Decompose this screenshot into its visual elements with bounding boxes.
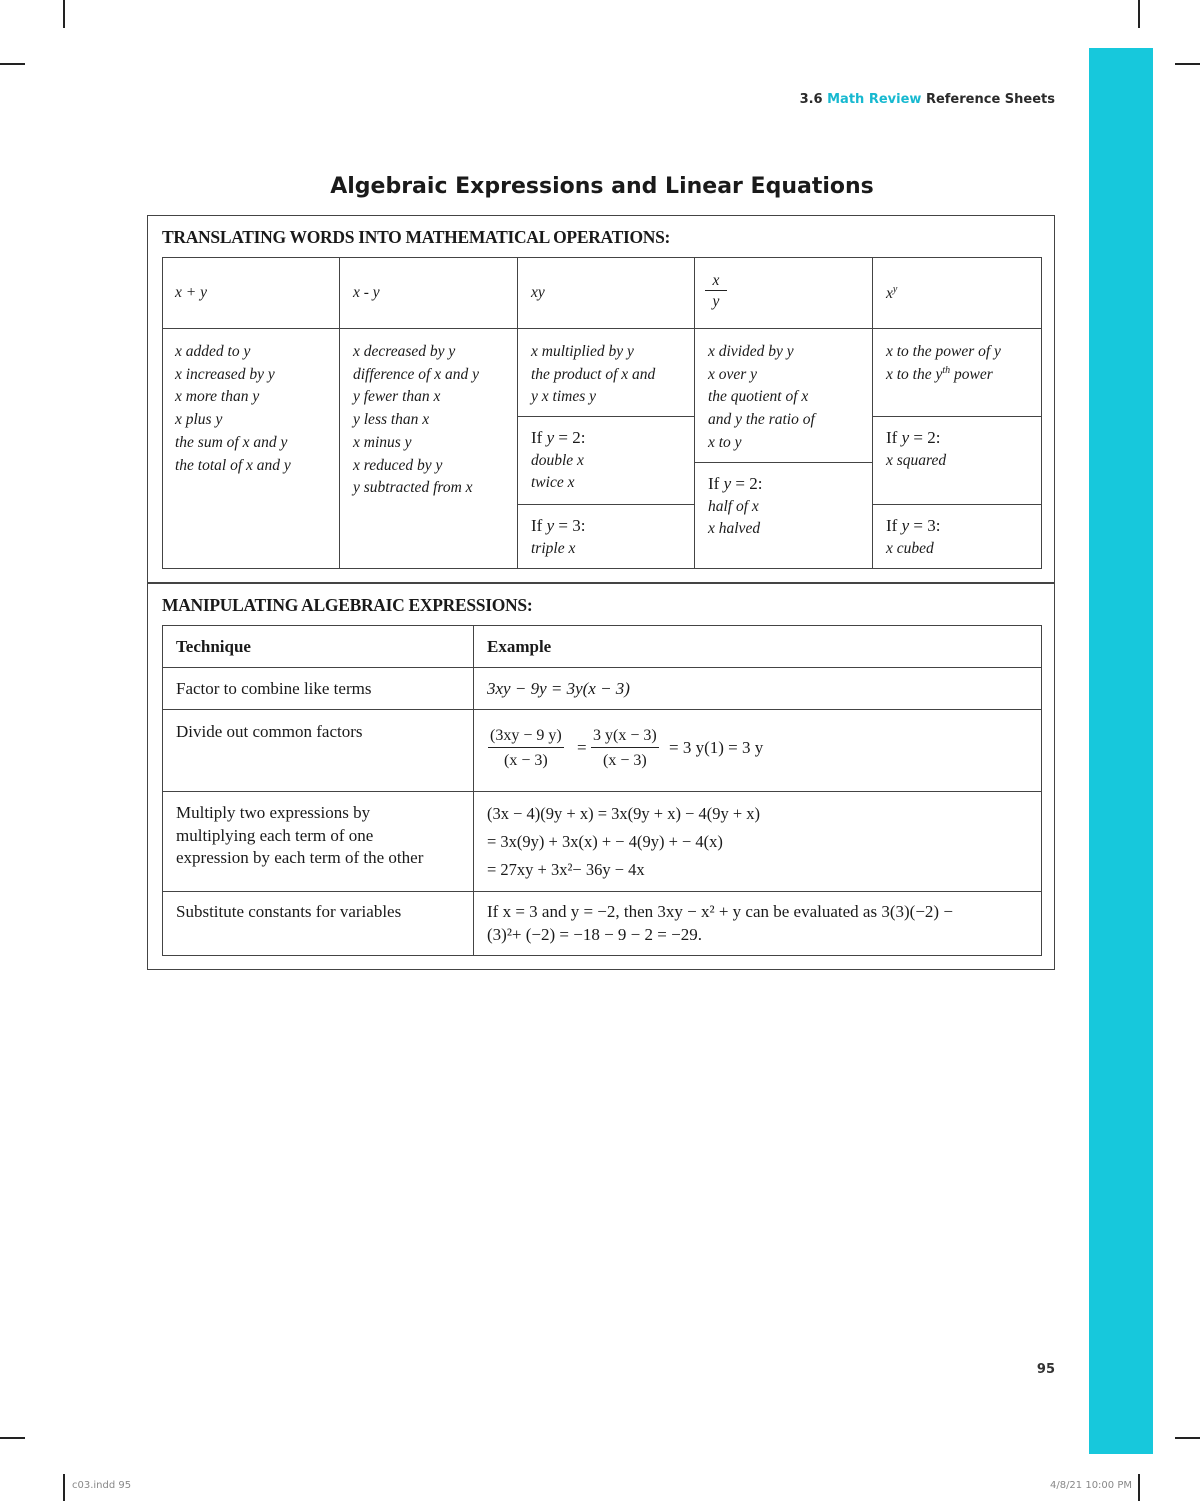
divide-denominator: y (712, 293, 720, 310)
multiply-if2 (531, 427, 585, 495)
multiply-phrases (531, 341, 655, 409)
crop-mark (1138, 1474, 1140, 1501)
column-header-example: Example (487, 637, 552, 656)
row-divider (163, 891, 1041, 892)
power-phrases (886, 341, 1001, 386)
column-divider (694, 257, 695, 569)
phrase: x cubed (886, 539, 934, 557)
phrase: twice x (531, 474, 575, 492)
phrase: x to y (708, 433, 742, 451)
phrase: x to the power of y (886, 343, 1001, 360)
section-name: Math Review (827, 92, 922, 107)
translate-table (162, 257, 1042, 569)
divide-numerator: x (705, 271, 727, 291)
phrase: x minus y (353, 433, 412, 451)
row-divider (872, 504, 1042, 505)
row-divider (163, 791, 1041, 792)
header-divider (162, 328, 1042, 329)
symbol-multiply: xy (531, 284, 545, 301)
phrase: x more than y (175, 388, 260, 406)
manipulate-heading: MANIPULATING ALGEBRAIC EXPRESSIONS: (162, 595, 533, 615)
divide-if2 (708, 473, 762, 541)
section-number: 3.6 (799, 92, 823, 107)
phrase: y less than x (353, 411, 430, 429)
column-divider (339, 257, 340, 569)
manipulate-table (162, 625, 1042, 956)
running-head (800, 92, 1055, 107)
if-label: If y = 3: (531, 516, 586, 535)
fraction-numerator: (3xy − 9 y) (488, 724, 564, 748)
phrase: half of x (708, 497, 759, 515)
phrase: y x times y (531, 388, 596, 406)
phrase: the quotient of x (708, 388, 809, 406)
technique-cell: Divide out common factors (176, 722, 363, 741)
if-label: If y = 2: (531, 428, 586, 447)
row-divider (694, 462, 872, 463)
multiply-if3 (531, 515, 585, 560)
row-divider (163, 709, 1041, 710)
example-fraction (591, 724, 659, 774)
crop-mark (0, 1437, 25, 1439)
phrase: y fewer than x (353, 388, 441, 406)
phrase: triple x (531, 539, 576, 557)
phrase: x increased by y (175, 365, 275, 383)
example-cell: 3xy − 9y = 3y(x − 3) (487, 679, 630, 698)
example-cell: If x = 3 and y = −2, then 3xy − x² + y can be evaluated as 3(3)(−2) − (3)²+ (−2) = −18 − 9 − 2 = −29. (487, 902, 953, 944)
phrase: difference of x and y (353, 365, 479, 383)
example-tail: = 3 y(1) = 3 y (669, 738, 764, 757)
section-label: Reference Sheets (925, 92, 1055, 107)
phrase: double x (531, 451, 584, 469)
technique-cell: Substitute constants for variables (176, 902, 402, 921)
slug-left: c03.indd 95 (72, 1480, 132, 1491)
phrase: x multiplied by y (531, 343, 634, 360)
crop-mark (0, 63, 25, 65)
symbol-power (886, 284, 897, 303)
fraction-denominator: (x − 3) (603, 752, 647, 769)
crop-mark (63, 0, 65, 28)
if-label: If y = 2: (886, 428, 941, 447)
page-title: Algebraic Expressions and Linear Equations (330, 174, 874, 199)
phrase: x squared (886, 451, 947, 469)
phrase: x to the $y^{th}$ power (886, 364, 993, 383)
symbol-add: x + y (175, 284, 207, 301)
power-exponent: y (892, 284, 898, 295)
technique-cell: Factor to combine like terms (176, 679, 372, 698)
phrase: x plus y (175, 411, 223, 429)
symbol-divide (705, 271, 727, 313)
crop-mark (1175, 63, 1200, 65)
phrase: x halved (708, 520, 761, 538)
slug-right: 4/8/21 10:00 PM (1049, 1480, 1132, 1491)
symbol-subtract: x - y (353, 284, 380, 301)
phrase: x divided by y (708, 343, 794, 360)
accent-sidebar-bar (1089, 48, 1153, 1454)
page-number: 95 (1036, 1362, 1055, 1377)
divide-phrases (708, 341, 815, 455)
fraction-numerator: 3 y(x − 3) (591, 724, 659, 748)
phrase: the product of x and (531, 365, 656, 383)
column-divider (517, 257, 518, 569)
if-label: If y = 3: (886, 516, 941, 535)
subtract-phrases (353, 341, 479, 500)
phrase: x decreased by y (353, 343, 456, 360)
phrase: x reduced by y (353, 456, 443, 474)
row-divider (872, 416, 1042, 417)
phrase: the total of x and y (175, 456, 291, 474)
power-base: x (886, 285, 893, 303)
crop-mark (1138, 0, 1140, 28)
power-if3 (886, 515, 940, 560)
row-divider (517, 504, 694, 505)
fraction-denominator: (x − 3) (504, 752, 548, 769)
phrase: x added to y (175, 343, 251, 360)
row-divider (517, 416, 694, 417)
technique-cell: Multiply two expressions by multiplying each term of one expression by each term of the other (176, 803, 424, 867)
phrase: x over y (708, 365, 758, 383)
translate-heading: TRANSLATING WORDS INTO MATHEMATICAL OPERATIONS: (162, 227, 671, 247)
if-label: If y = 2: (708, 474, 763, 493)
example-cell: (3x − 4)(9y + x) = 3x(9y + x) − 4(9y + x) = 3x(9y) + 3x(x) + − 4(9y) + − 4(x) = 27xy + 3x²− 36y − 4x (487, 804, 761, 879)
power-if2 (886, 427, 946, 472)
equals-sign: = (577, 738, 587, 757)
phrase: the sum of x and y (175, 433, 288, 451)
add-phrases (175, 341, 291, 477)
row-divider (163, 667, 1041, 668)
example-fraction (488, 724, 564, 774)
column-header-technique: Technique (176, 637, 251, 656)
phrase: and y the ratio of (708, 411, 815, 429)
crop-mark (63, 1474, 65, 1501)
column-divider (872, 257, 873, 569)
phrase: y subtracted from x (353, 479, 473, 497)
crop-mark (1175, 1437, 1200, 1439)
